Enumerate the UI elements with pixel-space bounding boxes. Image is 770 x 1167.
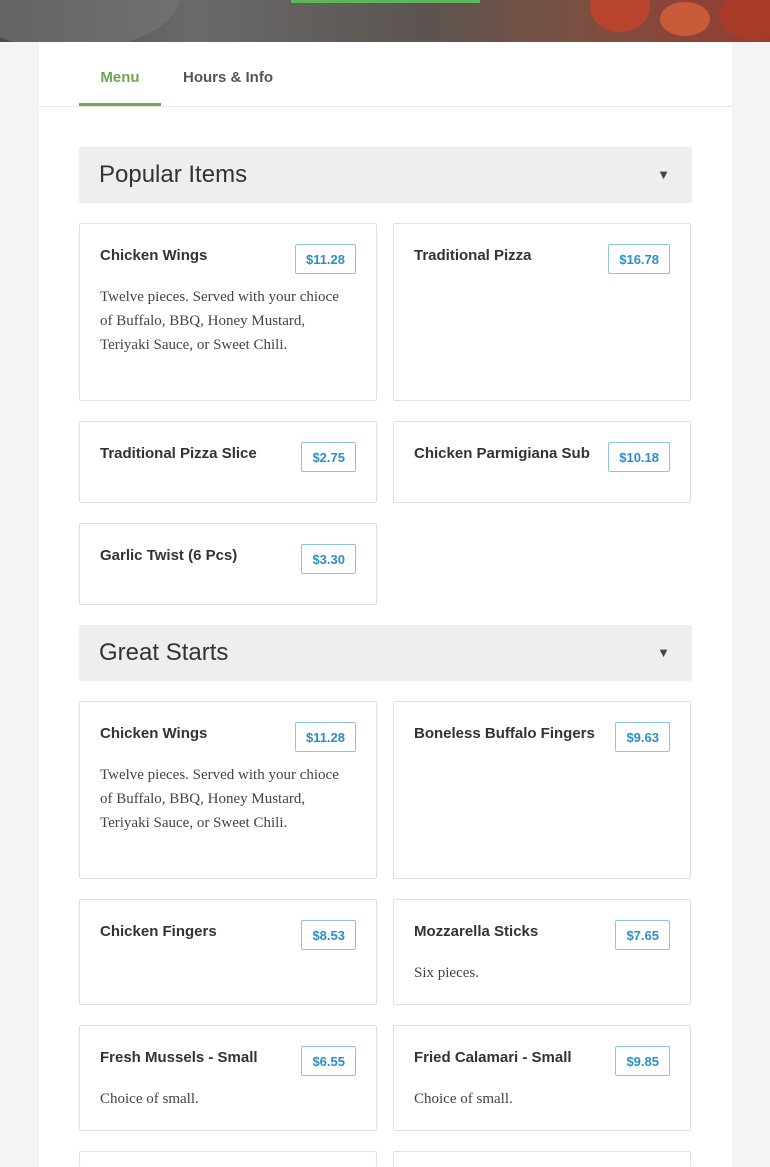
item-price[interactable]: $9.63 — [615, 722, 670, 752]
menu-item[interactable] — [79, 523, 377, 605]
menu-item[interactable] — [79, 1025, 377, 1131]
item-price[interactable]: $16.78 — [608, 244, 670, 274]
item-description: Twelve pieces. Served with your chioce of Buffalo, BBQ, Honey Mustard, Teriyaki Sauce, or Sweet Chili. — [100, 289, 339, 353]
hero-plate — [0, 0, 180, 42]
hero-pepperoni — [720, 0, 770, 40]
item-name: Mozzarella Sticks — [414, 923, 539, 940]
section-header-popular-items[interactable] — [79, 147, 692, 203]
item-price[interactable]: $11.28 — [295, 722, 356, 752]
hero-pepperoni — [660, 2, 710, 36]
item-name: Boneless Buffalo Fingers — [414, 725, 595, 742]
item-name: Chicken Fingers — [100, 923, 217, 940]
item-name: Traditional Pizza — [414, 247, 532, 264]
item-price[interactable]: $7.65 — [615, 920, 670, 950]
item-price[interactable]: $9.85 — [615, 1046, 670, 1076]
item-name: Traditional Pizza Slice — [100, 445, 257, 462]
item-price[interactable]: $3.30 — [301, 544, 356, 574]
menu-item[interactable] — [393, 701, 691, 879]
menu-panel — [39, 42, 732, 1167]
item-price[interactable]: $6.55 — [301, 1046, 356, 1076]
section-header-great-starts[interactable] — [79, 625, 692, 681]
item-description: Choice of small. — [100, 1091, 199, 1107]
caret-down-icon: ▼ — [657, 167, 670, 182]
tab-bar — [39, 42, 732, 107]
item-name: Garlic Twist (6 Pcs) — [100, 547, 238, 564]
menu-item[interactable] — [79, 899, 377, 1005]
item-price[interactable]: $8.53 — [301, 920, 356, 950]
section-title: Great Starts — [99, 639, 229, 666]
menu-item[interactable] — [79, 1151, 377, 1167]
item-price[interactable]: $11.28 — [295, 244, 356, 274]
caret-down-icon: ▼ — [657, 645, 670, 660]
item-name: Chicken Wings — [100, 247, 208, 264]
menu-item[interactable] — [79, 701, 377, 879]
tab-hours-info[interactable]: Hours & Info — [183, 69, 273, 86]
menu-item[interactable] — [393, 421, 691, 503]
item-name: Fried Calamari - Small — [414, 1049, 572, 1066]
section-title: Popular Items — [99, 161, 248, 188]
menu-item[interactable] — [393, 223, 691, 401]
hero-pepperoni — [590, 0, 650, 32]
item-description: Twelve pieces. Served with your chioce of Buffalo, BBQ, Honey Mustard, Teriyaki Sauce, or Sweet Chili. — [100, 767, 339, 831]
menu-item[interactable] — [393, 1025, 691, 1131]
hero-banner — [0, 0, 770, 42]
menu-item[interactable] — [393, 1151, 691, 1167]
item-description: Choice of small. — [414, 1091, 513, 1107]
item-name: Fresh Mussels - Small — [100, 1049, 258, 1066]
menu-item[interactable] — [393, 899, 691, 1005]
item-price[interactable]: $10.18 — [608, 442, 670, 472]
tab-menu[interactable]: Menu — [79, 42, 161, 106]
item-description: Six pieces. — [414, 965, 479, 981]
menu-item[interactable] — [79, 223, 377, 401]
item-name: Chicken Parmigiana Sub — [414, 445, 590, 462]
item-price[interactable]: $2.75 — [301, 442, 356, 472]
order-button-edge[interactable] — [291, 0, 480, 3]
menu-item[interactable] — [79, 421, 377, 503]
item-name: Chicken Wings — [100, 725, 208, 742]
